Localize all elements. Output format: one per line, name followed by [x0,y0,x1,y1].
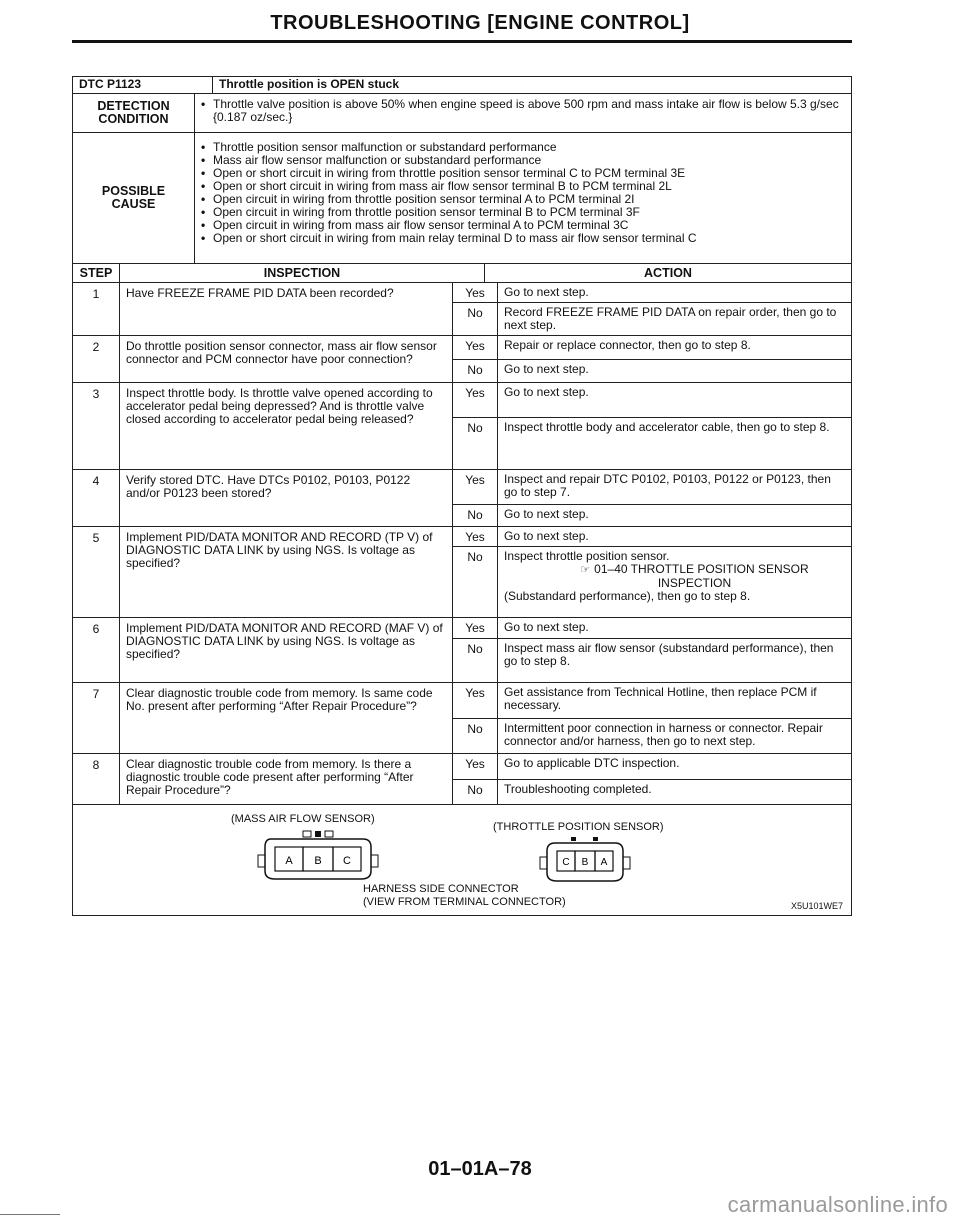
step-number: 1 [73,283,120,335]
no-label: No [453,719,498,754]
step-number: 5 [73,527,120,617]
troubleshooting-frame [72,76,852,916]
step-row [73,336,851,383]
step-results [453,283,851,335]
no-label: No [453,303,498,335]
step-row [73,470,851,527]
possible-cause-row [73,133,851,264]
tps-pin-label: A [600,857,608,868]
no-action: Troubleshooting completed. [504,781,652,796]
yes-label: Yes [453,383,498,417]
detection-condition-label [73,94,195,132]
tps-sensor-label: (THROTTLE POSITION SENSOR) [493,821,664,833]
step-results [453,683,851,753]
figure-code: X5U101WE7 [790,901,843,911]
no-action-line: (Substandard performance), then go to step 8. [504,589,751,603]
step-row [73,618,851,683]
title-rule [72,40,852,43]
step-number: 8 [73,754,120,804]
step-row [73,754,851,805]
cause-item: • Open circuit in wiring from mass air flow sensor terminal A to PCM terminal 3C [199,219,847,232]
header-step: STEP [73,264,120,282]
detection-label-line2: CONDITION [98,112,169,126]
no-label: No [453,639,498,682]
harness-caption-line2: (VIEW FROM TERMINAL CONNECTOR) [363,896,566,908]
yes-response [453,683,851,719]
no-response [453,360,851,383]
yes-label: Yes [453,618,498,638]
yes-action: Go to applicable DTC inspection. [504,756,680,770]
no-label: No [453,505,498,526]
dtc-row [73,77,851,94]
no-action: Intermittent poor connection in harness or connector. Repair connector and/or harness, then go to next step. [504,720,823,748]
possible-cause-label [73,133,195,263]
yes-action: Go to next step. [504,620,589,634]
steps-table-header [73,264,851,283]
no-response [453,418,851,469]
maf-sensor-label: (MASS AIR FLOW SENSOR) [231,813,375,825]
step-inspection: Do throttle position sensor connector, mass air flow sensor connector and PCM connector have poor connection? [120,336,453,382]
yes-response [453,336,851,360]
watermark: carmanualsonline.info [727,1192,948,1217]
yes-action: Go to next step. [504,285,589,299]
no-response [453,639,851,682]
maf-pin-label: B [314,855,322,867]
no-response [453,547,851,617]
page-number: 01–01A–78 [428,1158,532,1180]
no-action-line: Inspect throttle position sensor. [504,549,670,563]
yes-action: Repair or replace connector, then go to step 8. [504,338,751,352]
step-inspection: Implement PID/DATA MONITOR AND RECORD (MAF V) of DIAGNOSTIC DATA LINK by using NGS. Is voltage as specified? [120,618,453,682]
step-results [453,336,851,382]
step-inspection: Have FREEZE FRAME PID DATA been recorded? [120,283,453,335]
bottom-rule [0,1214,60,1215]
cause-item: • Open circuit in wiring from throttle position sensor terminal B to PCM terminal 3F [199,206,847,219]
manual-reference-text: 01–40 THROTTLE POSITION SENSOR INSPECTION [594,562,809,590]
step-row [73,527,851,618]
step-row [73,283,851,336]
step-number: 6 [73,618,120,682]
no-action: Inspect throttle body and accelerator cable, then go to step 8. [504,420,830,434]
step-results [453,527,851,617]
step-results [453,618,851,682]
connector-diagrams [73,805,851,915]
cause-item: • Mass air flow sensor malfunction or substandard performance [199,154,847,167]
tps-pin-label: B [581,857,589,868]
yes-response [453,527,851,547]
no-label: No [453,780,498,805]
step-results [453,383,851,469]
no-action: Go to next step. [504,361,589,376]
tps-connector-diagram [535,835,635,887]
reference-arrow-icon: ☞ [580,564,591,576]
yes-action: Go to next step. [504,529,589,543]
no-action: Record FREEZE FRAME PID DATA on repair order, then go to next step. [504,305,837,332]
step-inspection: Implement PID/DATA MONITOR AND RECORD (TP V) of DIAGNOSTIC DATA LINK by using NGS. Is voltage as specified? [120,527,453,617]
yes-label: Yes [453,470,498,504]
step-row [73,383,851,470]
step-row [73,683,851,754]
cause-label-line2: CAUSE [111,197,156,211]
no-label: No [453,360,498,383]
tps-pin-label: C [562,857,570,868]
yes-response [453,383,851,418]
yes-action: Get assistance from Technical Hotline, then replace PCM if necessary. [504,685,817,712]
maf-connector-diagram [253,829,383,885]
no-response [453,719,851,754]
manual-reference[interactable] [504,563,845,590]
step-number: 2 [73,336,120,382]
cause-item: • Open or short circuit in wiring from main relay terminal D to mass air flow sensor terminal C [199,232,847,245]
cause-item: • Open or short circuit in wiring from mass air flow sensor terminal B to PCM terminal 2L [199,180,847,193]
yes-response [453,618,851,639]
step-number: 3 [73,383,120,469]
yes-action: Inspect and repair DTC P0102, P0103, P0122 or P0123, then go to step 7. [504,472,831,499]
yes-label: Yes [453,754,498,779]
yes-response [453,754,851,780]
step-inspection: Clear diagnostic trouble code from memory. Is same code No. present after performing “After Repair Procedure”? [120,683,453,753]
detection-item: • Throttle valve position is above 50% when engine speed is above 500 rpm and mass intake air flow is below 5.3 g/sec {0.187 oz/sec.} [199,98,847,124]
maf-pin-label: A [285,855,293,867]
yes-label: Yes [453,336,498,359]
cause-item: • Open or short circuit in wiring from throttle position sensor terminal C to PCM terminal 3E [199,167,847,180]
no-action: Go to next step. [504,507,589,521]
step-results [453,470,851,526]
detection-condition-row [73,94,851,133]
yes-action: Go to next step. [504,385,589,399]
yes-label: Yes [453,283,498,302]
cause-item: • Throttle position sensor malfunction or substandard performance [199,141,847,154]
dtc-description: Throttle position is OPEN stuck [219,77,400,91]
page-title: TROUBLESHOOTING [ENGINE CONTROL] [270,12,690,34]
cause-label-line1: POSSIBLE [101,184,166,198]
no-label: No [453,418,498,469]
yes-label: Yes [453,683,498,718]
detection-label-line1: DETECTION [97,99,170,113]
dtc-code: DTC P1123 [73,77,213,93]
no-label: No [453,547,498,617]
no-action [498,547,851,617]
detection-condition-text [195,94,851,132]
step-inspection: Verify stored DTC. Have DTCs P0102, P0103, P0122 and/or P0123 been stored? [120,470,453,526]
no-response [453,505,851,526]
step-inspection: Inspect throttle body. Is throttle valve opened according to accelerator pedal being depressed? And is throttle valve closed according to accelerator pedal being released? [120,383,453,469]
yes-label: Yes [453,527,498,546]
step-number: 7 [73,683,120,753]
cause-item: • Open circuit in wiring from throttle position sensor terminal A to PCM terminal 2I [199,193,847,206]
step-number: 4 [73,470,120,526]
possible-cause-list [195,133,851,263]
step-results [453,754,851,804]
yes-response [453,283,851,303]
step-inspection: Clear diagnostic trouble code from memory. Is there a diagnostic trouble code present after performing “After Repair Procedure”? [120,754,453,804]
no-response [453,780,851,805]
harness-caption-line1: HARNESS SIDE CONNECTOR [363,883,519,895]
yes-response [453,470,851,505]
no-action: Inspect mass air flow sensor (substandard performance), then go to step 8. [504,641,834,668]
no-response [453,303,851,335]
header-inspection: INSPECTION [120,264,485,282]
header-action: ACTION [644,266,692,280]
maf-pin-label: C [343,855,351,867]
